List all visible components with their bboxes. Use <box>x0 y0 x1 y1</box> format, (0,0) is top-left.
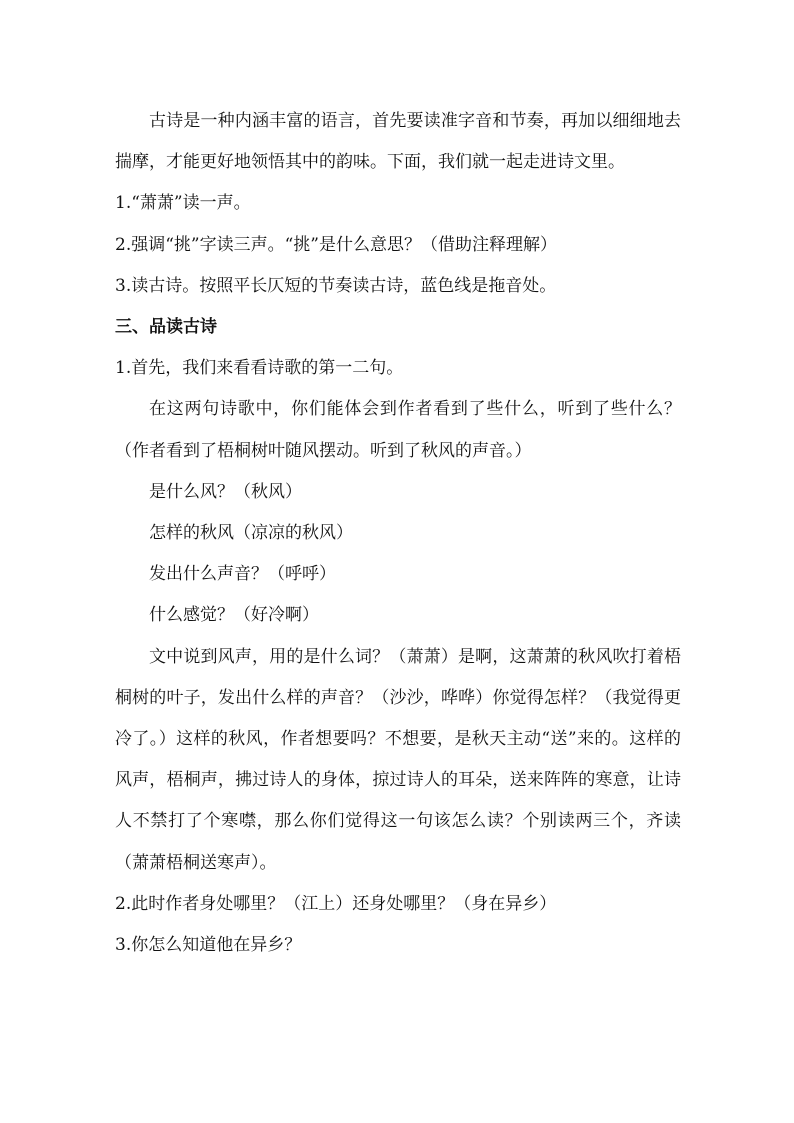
discussion-paragraph: 文中说到风声，用的是什么词？（萧萧）是啊，这萧萧的秋风吹打着梧桐树的叶子，发出什么样的声音？（沙沙，哗哗）你觉得怎样？（我觉得更冷了。）这样的秋风，作者想要吗？不想要，是秋天主动“送”来的。这样的风声，梧桐声，拂过诗人的身体，掠过诗人的耳朵，送来阵阵的寒意，让诗人不禁打了个寒噤，那么你们觉得这一句该怎么读？个别读两三个，齐读（萧萧梧桐送寒声）。 <box>115 646 681 873</box>
qa-line-wind: 是什么风？（秋风） <box>149 481 302 502</box>
intro-paragraph: 古诗是一种内涵丰富的语言，首先要读准字音和节奏，再加以细细地去揣摩，才能更好地领悟其中的韵味。下面，我们就一起走进诗文里。 <box>115 111 681 173</box>
list-item-first-lines: 1.首先，我们来看看诗歌的第一二句。 <box>115 358 404 379</box>
question-paragraph: 在这两句诗歌中，你们能体会到作者看到了些什么，听到了些什么？（作者看到了梧桐树叶随风摆动。听到了秋风的声音。） <box>115 399 681 461</box>
list-item-location: 2.此时作者身处哪里？（江上）还身处哪里？（身在异乡） <box>115 893 557 914</box>
list-item-homeland: 3.你怎么知道他在异乡？ <box>115 935 302 956</box>
list-item-1: 1.“萧萧”读一声。 <box>115 193 251 214</box>
qa-line-feeling: 什么感觉？（好冷啊） <box>149 605 319 626</box>
document-body <box>115 101 681 966</box>
list-item-2: 2.强调“挑”字读三声。“挑”是什么意思？（借助注释理解） <box>115 234 557 255</box>
section-heading: 三、品读古诗 <box>115 317 217 338</box>
list-item-3: 3.读古诗。按照平长仄短的节奏读古诗，蓝色线是拖音处。 <box>115 275 557 296</box>
qa-line-sound: 发出什么声音？（呼呼） <box>149 564 336 585</box>
qa-line-autumn-wind: 怎样的秋风（凉凉的秋风） <box>149 523 353 544</box>
